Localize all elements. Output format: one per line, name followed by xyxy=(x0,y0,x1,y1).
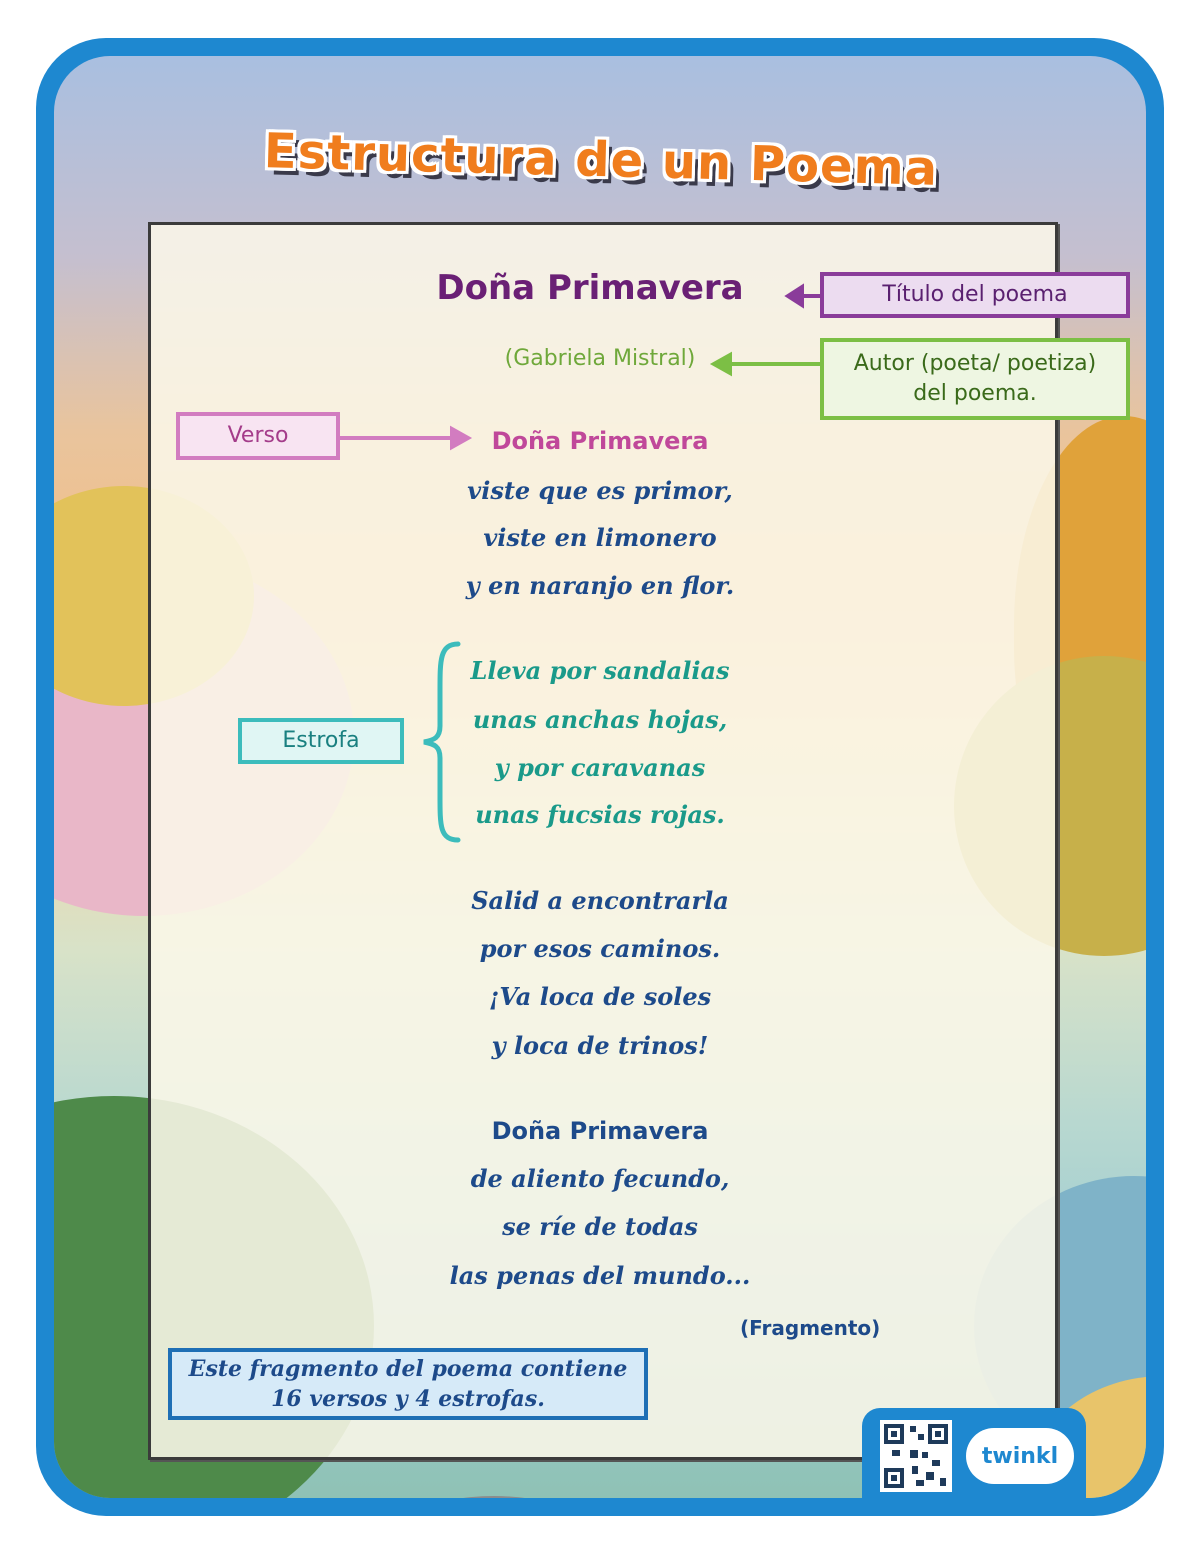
poem-line: Salid a encontrarla xyxy=(471,886,729,915)
verse-label-box xyxy=(176,412,340,460)
summary-line2: 16 versos y 4 estrofas. xyxy=(271,1386,545,1412)
poem-line: las penas del mundo... xyxy=(449,1261,751,1290)
rock xyxy=(374,1496,614,1498)
poem-line-highlighted-verse: Doña Primavera xyxy=(491,427,709,455)
title-label-text: Título del poema xyxy=(882,282,1068,307)
author-label-line2: del poema. xyxy=(913,381,1037,406)
fragment-note: (Fragmento) xyxy=(740,1316,881,1340)
poem-line: viste en limonero xyxy=(483,523,717,552)
poem-line-stanza: Lleva por sandalias xyxy=(470,656,730,685)
summary-box xyxy=(168,1348,648,1420)
poem-line: y en naranjo en flor. xyxy=(465,571,735,600)
poem-line: ¡Va loca de soles xyxy=(488,982,712,1011)
poem-line: Doña Primavera xyxy=(491,1117,709,1145)
poem-line: se ríe de todas xyxy=(502,1212,698,1241)
poem-line: de aliento fecundo, xyxy=(470,1164,730,1193)
stanza-label-text: Estrofa xyxy=(282,728,360,753)
summary-line1: Este fragmento del poema contiene xyxy=(188,1356,628,1382)
poem-author: (Gabriela Mistral) xyxy=(504,346,696,371)
qr-code xyxy=(880,1420,952,1492)
poem-title: Doña Primavera xyxy=(436,268,744,308)
stanza-label-box xyxy=(238,718,404,764)
brand-logo xyxy=(966,1428,1074,1484)
poem-line: y loca de trinos! xyxy=(491,1031,709,1060)
poem-line: por esos caminos. xyxy=(479,934,721,963)
poem-line-stanza: unas fucsias rojas. xyxy=(475,800,725,829)
poem-line-stanza: y por caravanas xyxy=(494,753,706,782)
page-title: Estructura de un Poema xyxy=(263,123,939,197)
title-label-box xyxy=(820,272,1130,318)
author-label-box xyxy=(820,338,1130,420)
poem-line: viste que es primor, xyxy=(467,476,733,505)
verse-label-text: Verso xyxy=(227,423,289,448)
poem-line-stanza: unas anchas hojas, xyxy=(472,705,728,734)
author-label-line1: Autor (poeta/ poetiza) xyxy=(853,351,1097,376)
brand-name: twinkl xyxy=(981,1443,1059,1469)
qr-code-icon xyxy=(880,1420,952,1492)
